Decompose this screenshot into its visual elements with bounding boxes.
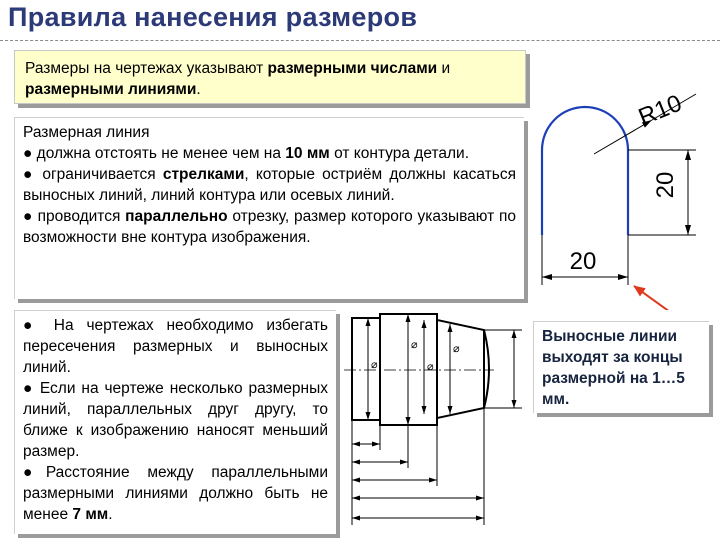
part-outline [542, 107, 628, 235]
diameter-symbol-3: ⌀ [427, 361, 434, 373]
rule-arrows [23, 164, 516, 206]
dimension-line-heading: Размерная линия [23, 124, 150, 141]
dimension-line-rules-box [14, 117, 524, 299]
rule-avoid-crossing: ● На чертежах необходимо избегать пересечения размерных и выносных линий. [23, 317, 328, 376]
rule-spacing-value: 7 мм [72, 506, 109, 523]
width-label: 20 [569, 248, 597, 275]
intro-bold-2: размерными линиями [25, 81, 197, 98]
height-label: 20 [652, 171, 679, 199]
rule-arrows-text: ● ограничивается [23, 166, 163, 183]
intro-text-2: и [437, 60, 451, 77]
rule-arrows-bold: стрелками [162, 166, 245, 183]
rule-distance-value: 10 мм [285, 145, 330, 162]
rule-distance-text: ● должна отстоять не менее чем на [23, 145, 286, 162]
rule-spacing [23, 462, 328, 525]
rule-smaller-closer: ● Если на чертеже несколько размерных линий, параллельных друг другу, то ближе к изображению наносят меньший размер. [23, 380, 328, 460]
rule-arrows-tail: , которые остриём должны касаться выносных линий, линий контура или осевых линий. [23, 166, 517, 204]
red-pointer-arrow [634, 286, 670, 310]
rule-distance [23, 143, 516, 164]
radius-label: R10 [634, 89, 686, 132]
intro-box [14, 50, 526, 104]
intro-bold-1: размерными числами [267, 60, 438, 77]
rule-parallel-bold: параллельно [125, 208, 228, 225]
extension-lines-box [533, 321, 709, 413]
diameter-symbol-2: ⌀ [411, 339, 418, 351]
extension-lines-value: 1…5 мм [542, 370, 685, 408]
diameter-symbol-4: ⌀ [453, 343, 460, 355]
rule-distance-tail: от контура детали. [329, 145, 470, 162]
extension-lines-text: Выносные линии выходят за концы размерной на [542, 328, 683, 387]
title-divider [0, 40, 720, 42]
rule-parallel-tail: отрезку, размер которого указывают по возможности вне контура изображения. [23, 208, 516, 246]
intro-text-1: Размеры на чертежах указывают [25, 60, 268, 77]
page-title: Правила нанесения размеров [8, 2, 418, 32]
intro-text-3: . [196, 81, 201, 98]
rule-spacing-text: ●Расстояние между параллельными размерными линиями должно быть не менее [23, 464, 328, 523]
diameter-symbol-1: ⌀ [371, 359, 378, 371]
crossing-rules-box [14, 310, 336, 534]
stepped-shaft-drawing [342, 310, 532, 538]
extension-lines-tail: . [564, 391, 570, 408]
rule-parallel-text: ● проводится [23, 208, 126, 225]
rule-spacing-tail: . [108, 506, 113, 523]
rule-parallel [23, 206, 516, 248]
rounded-part-drawing [520, 80, 720, 310]
